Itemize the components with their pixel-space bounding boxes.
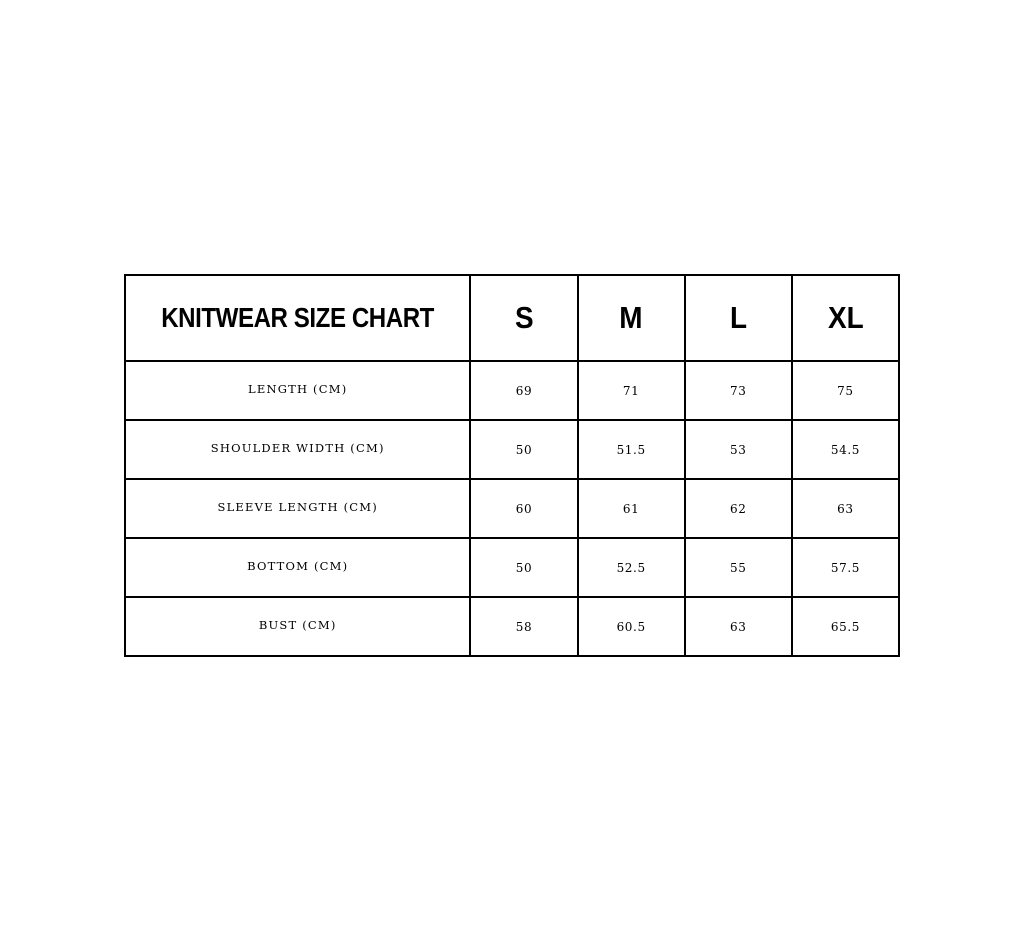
row-label-cell bbox=[125, 479, 470, 538]
row-label-cell bbox=[125, 420, 470, 479]
size-header: L bbox=[729, 300, 747, 335]
value-cell bbox=[470, 420, 577, 479]
value-cell bbox=[792, 420, 899, 479]
row-label: SHOULDER WIDTH (CM) bbox=[210, 440, 385, 455]
chart-title: KNITWEAR SIZE CHART bbox=[161, 302, 435, 333]
size-header-cell bbox=[470, 275, 577, 361]
value-cell bbox=[578, 538, 685, 597]
table-row bbox=[125, 538, 899, 597]
size-header: XL bbox=[827, 300, 864, 335]
measurement-value: 50 bbox=[515, 560, 533, 575]
measurement-value: 60 bbox=[515, 501, 533, 516]
row-label: BOTTOM (CM) bbox=[247, 558, 349, 573]
measurement-value: 50 bbox=[515, 442, 533, 457]
title-cell bbox=[125, 275, 470, 361]
measurement-value: 51.5 bbox=[616, 442, 646, 457]
size-header-cell bbox=[685, 275, 792, 361]
row-label-cell bbox=[125, 597, 470, 656]
header-row bbox=[125, 275, 899, 361]
value-cell bbox=[470, 479, 577, 538]
row-label: BUST (CM) bbox=[258, 617, 337, 632]
row-label-cell bbox=[125, 538, 470, 597]
row-label: SLEEVE LENGTH (CM) bbox=[217, 499, 378, 514]
value-cell bbox=[792, 597, 899, 656]
measurement-value: 58 bbox=[515, 619, 533, 634]
measurement-value: 62 bbox=[730, 501, 747, 516]
value-cell bbox=[470, 538, 577, 597]
measurement-value: 71 bbox=[622, 383, 640, 398]
measurement-value: 75 bbox=[837, 383, 854, 398]
size-header: S bbox=[514, 300, 534, 335]
size-header-cell bbox=[792, 275, 899, 361]
value-cell bbox=[792, 479, 899, 538]
size-header: M bbox=[619, 300, 643, 335]
table-row bbox=[125, 479, 899, 538]
value-cell bbox=[685, 597, 792, 656]
size-header-cell bbox=[578, 275, 685, 361]
value-cell bbox=[792, 538, 899, 597]
table-row bbox=[125, 420, 899, 479]
value-cell bbox=[792, 361, 899, 420]
table-row bbox=[125, 597, 899, 656]
value-cell bbox=[578, 597, 685, 656]
measurement-value: 52.5 bbox=[616, 560, 646, 575]
value-cell bbox=[578, 361, 685, 420]
measurement-value: 60.5 bbox=[616, 619, 646, 634]
value-cell bbox=[685, 420, 792, 479]
measurement-value: 65.5 bbox=[830, 619, 860, 634]
value-cell bbox=[685, 479, 792, 538]
value-cell bbox=[578, 479, 685, 538]
measurement-value: 61 bbox=[622, 501, 640, 516]
measurement-value: 53 bbox=[730, 442, 747, 457]
measurement-value: 63 bbox=[837, 501, 854, 516]
size-chart-table bbox=[124, 274, 900, 657]
measurement-value: 54.5 bbox=[830, 442, 860, 457]
value-cell bbox=[685, 538, 792, 597]
measurement-value: 73 bbox=[730, 383, 747, 398]
row-label-cell bbox=[125, 361, 470, 420]
measurement-value: 57.5 bbox=[830, 560, 860, 575]
measurement-value: 69 bbox=[515, 383, 533, 398]
measurement-value: 55 bbox=[730, 560, 747, 575]
table-row bbox=[125, 361, 899, 420]
value-cell bbox=[470, 597, 577, 656]
value-cell bbox=[685, 361, 792, 420]
measurement-value: 63 bbox=[730, 619, 747, 634]
value-cell bbox=[578, 420, 685, 479]
row-label: LENGTH (CM) bbox=[248, 381, 348, 396]
value-cell bbox=[470, 361, 577, 420]
